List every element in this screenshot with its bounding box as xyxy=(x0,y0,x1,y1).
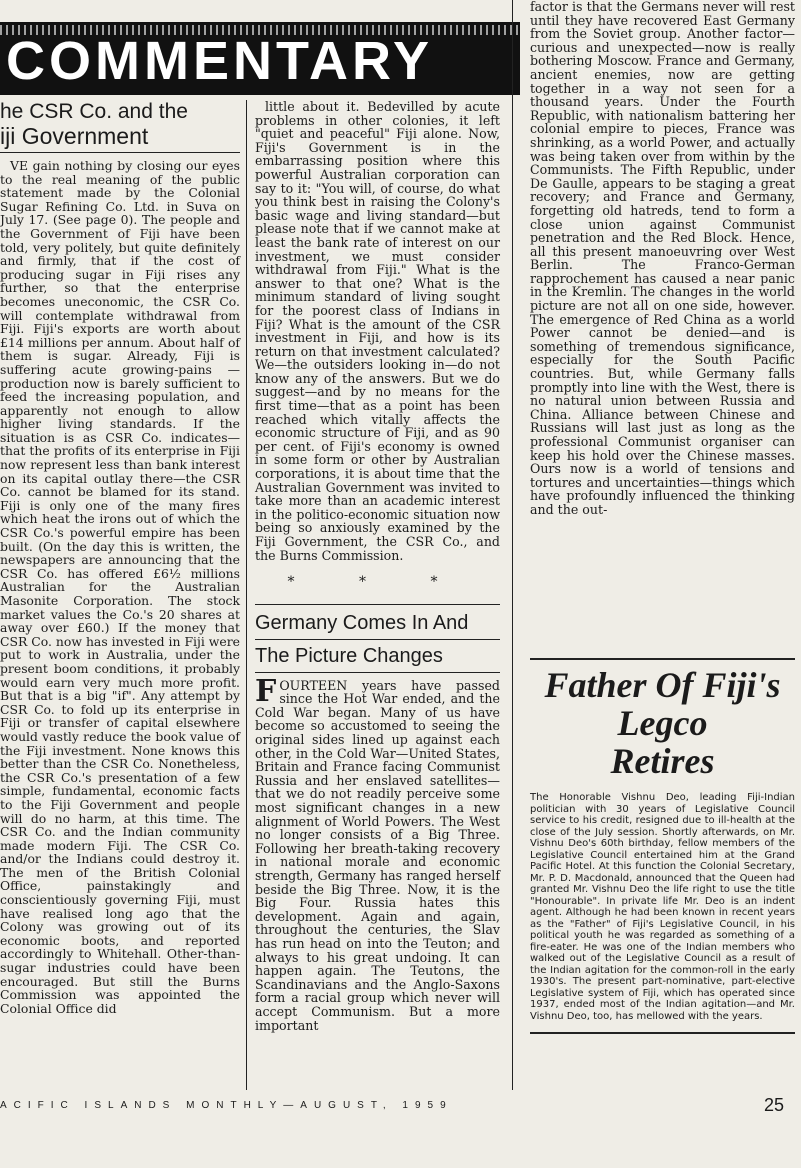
column-divider xyxy=(246,100,247,1090)
article1-column1 xyxy=(0,100,240,1015)
masthead-title: COMMENTARY xyxy=(6,31,433,91)
box-headline-line1: Father Of Fiji's Legco xyxy=(544,665,781,743)
sidebar-box xyxy=(530,658,795,1034)
article-column2 xyxy=(255,100,500,1032)
article2-body-col3: factor is that the Germans never will rest until they have recovered East Germany from the Soviet group. Another factor—curious and unexpected—now is really bothering Moscow. France and Germany, ancient enemies, now are getting together in a way not seen for a thousand years. Under the Fourth Republic, with nationalism battering her colonial empire to pieces, France was shrinking, as a world Power, and actually was being taken over from within by the Communists. The Fifth Republic, under De Gaulle, appears to be staging a great recovery; and France and Germany, forgetting old hatreds, tend to form a close union against Communist penetration and the Red Block. Hence, all this present manoeuvring over West Berlin. The Franco-German rapprochement has caused a near panic in the Kremlin. The changes in the world picture are not all on one side, however. The emergence of Red China as a world Power cannot be denied—and is something of tremendous significance, especially for the South Pacific countries. But, while Germany falls promptly into line with the West, there is no natural union between Russia and China. Alliance between Chinese and Russians will last just as long as the professional Communist organiser can keep his hold over the Chinese masses. Ours now is a world of tensions and tortures and uncertainties—things which have profoundly influenced the thinking and the out- xyxy=(530,0,795,517)
box-top-rule xyxy=(530,658,795,660)
column-divider-2 xyxy=(512,0,513,1090)
masthead xyxy=(0,22,520,95)
article2-title-line2: The Picture Changes xyxy=(255,639,500,673)
article1-body-col2: little about it. Bedevilled by acute problems in other colonies, it left "quiet and peaceful" Fiji alone. Now, Fiji's Government is in the embarrassing position where this powerful Australian corporation can say to it: "You will, of course, do what you think best in raising the Colony's basic wage and living standard—but please note that if we cannot make at least the bank rate of interest on our investment, we must consider withdrawal from Fiji." What is the answer to that one? What is the minimum standard of living sought for the poorest class of Indians in Fiji? What is the amount of the CSR investment in Fiji, and how is its return on that investment calculated? We—the outsiders looking in—do not know any of the answers. But we do suggest—and by no means for the first time—that as a point has been reached which vitally affects the economic structure of Fiji, and as 90 per cent. of Fiji's economy is owned in some form or other by Australian corporations, it is about time that the Australian Government was invited to take more than an academic interest in the politico-economic situation now being so anxiously examined by the Fiji Government, the CSR Co., and the Burns Commission. xyxy=(255,99,500,563)
article1-title-line1: he CSR Co. and the xyxy=(0,100,188,123)
box-body: The Honorable Vishnu Deo, leading Fiji-Indian politician with 30 years of Legislative Council service to his credit, resigned due to ill-health at the close of the July session. Shortly afterwards, on Mr. Vishnu Deo's 60th birthday, fellow members of the Legislative Council entertained him at the Grand Pacific Hotel. At this function the Colonial Secretary, Mr. P. D. Macdonald, announced that the Queen had granted Mr. Vishnu Deo the life right to use the title "Honourable". In private life Mr. Deo is an indent agent. Although he had been known in recent years as the "Father" of Fiji's Legislative Council, in his political youth he was regarded as something of a fire-eater. He was one of the Indian members who walked out of the Legislative Council as a result of the Indian agitation for the common-roll in the early 1930's. The present part-nominative, part-elective Legislative system of Fiji, which has operated since 1937, ended most of the Indian agitation—and Mr. Vishnu Deo, too, has mellowed with the years. xyxy=(530,792,795,1022)
section-separator: * * * xyxy=(287,574,468,591)
box-bottom-rule xyxy=(530,1032,795,1034)
article1-title-line2: iji Government xyxy=(0,124,240,153)
article2-column3 xyxy=(530,0,795,517)
footer-line: ACIFIC ISLANDS MONTHLY—AUGUST, 1959 xyxy=(0,1100,453,1111)
article1-body-col1: VE gain nothing by closing our eyes to the real meaning of the public statement made by the Colonial Sugar Refining Co. Ltd. in Suva on July 17. (See page 0). The people and the Government of Fiji have been told, very politely, but quite definitely and firmly, that if the cost of producing sugar in Fiji rises any further, so that the enterprise becomes uneconomic, the CSR Co. will contemplate withdrawal from Fiji. Fiji's exports are worth about £14 millions per annum. About half of them is sugar. Already, Fiji is suffering acute growing-pains — production now is barely sufficient to feed the increasing population, and apparently not enough to allow higher living standards. If the situation is as CSR Co. indicates—that the profits of its enterprise in Fiji now represent less than bank interest on its capital outlay there—the CSR Co. cannot be blamed for its stand. Fiji is only one of the many fires which heat the irons out of which the CSR Co.'s powerful empire has been built. (On the day this is written, the newspapers are announcing that the CSR Co. has offered £6½ millions Australian for the Australian Masonite Corporation. The stock market values the Co.'s 20 shares at away over £60.) If the money that CSR Co. now has invested in Fiji were put to work in Australia, under the present boom conditions, it probably would earn very much more profit. But that is a big "if". Any attempt by CSR Co. to fold up its enterprise in Fiji or transfer of capital elsewhere would vastly reduce the book value of the Fiji investment. None knows this better than the CSR Co. Nonetheless, the CSR Co.'s presentation of a few simple, fundamental, economic facts to the Fiji Government and people will do no harm, at this time. The CSR Co. and the Indian community made modern Fiji. The CSR Co. and/or the Indians could destroy it. The men of the British Colonial Office, painstakingly and conscientiously governing Fiji, must have realised long ago that the Colony was growing out of its economic boots, and reported accordingly to Whitehall. Other-than-sugar industries could have been encouraged. But still the Burns Commission was appointed the Colonial Office did xyxy=(0,158,240,1016)
page-number: 25 xyxy=(764,1095,785,1115)
box-headline-line2: Retires xyxy=(610,741,715,781)
article2-body-col2: OURTEEN years have passed since the Hot War ended, and the Cold War began. Many of us have become so accustomed to seeing the original sides lined up against each other, in the Cold War—United States, Britain and France facing Communist Russia and her enslaved satellites—that we do not readily perceive some most significant changes in a new alignment of World Powers. The West no longer consists of a Big Three. Following her breath-taking recovery in national morale and economic strength, Germany has ranged herself beside the Big Three. Now, it is the Big Four. Russia hates this development. Again and again, throughout the centuries, the Slav has run head on into the Teuton; and always to his great undoing. It can happen again. The Teutons, the Scandinavians and the Anglo-Saxons form a racial group which never will accept Communism. But a more important xyxy=(255,677,500,1033)
article2-dropcap: F xyxy=(255,673,277,709)
article2-title-line1: Germany Comes In And xyxy=(255,604,500,635)
